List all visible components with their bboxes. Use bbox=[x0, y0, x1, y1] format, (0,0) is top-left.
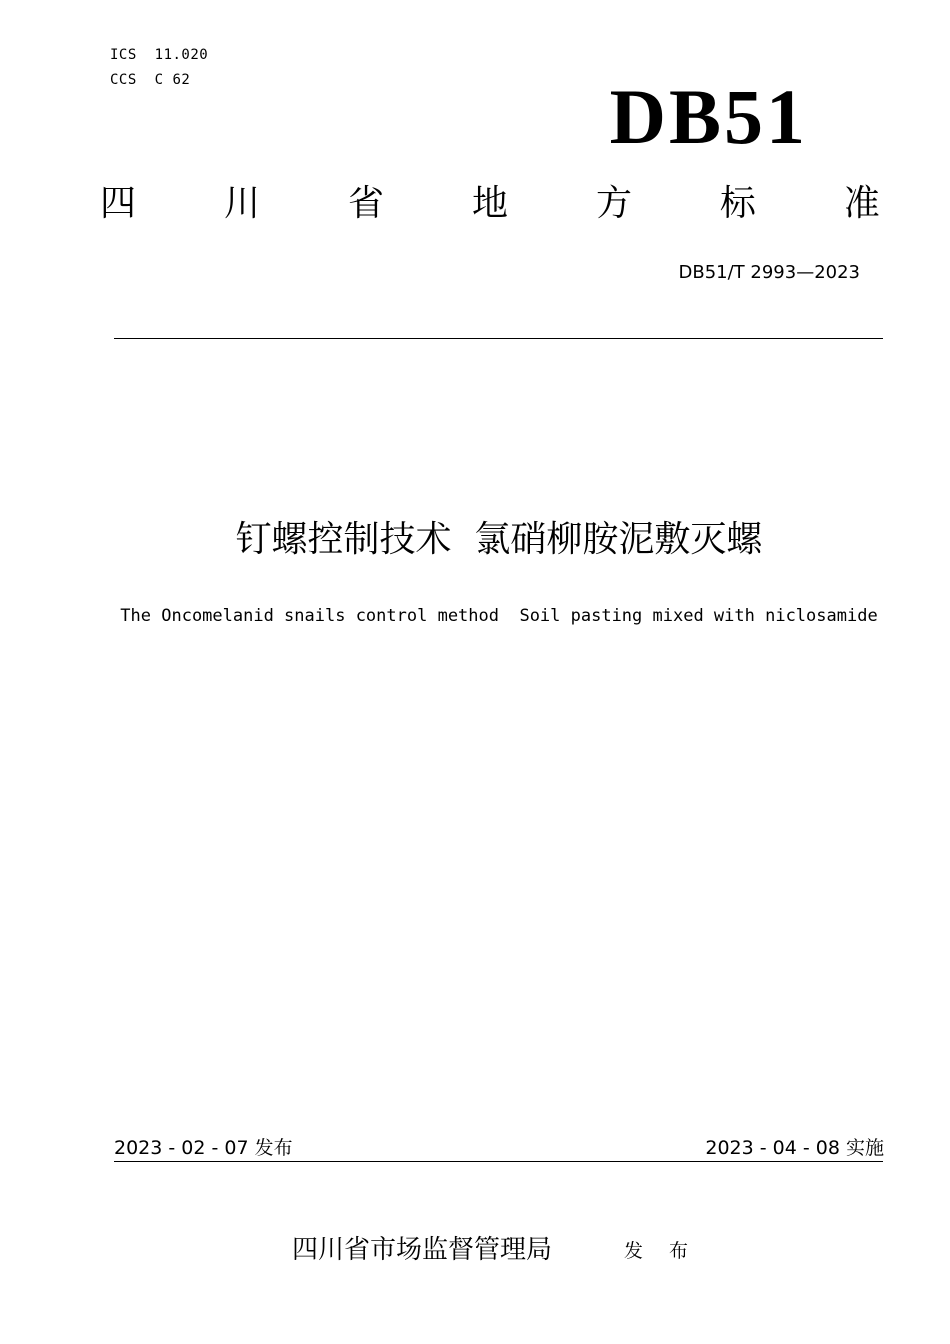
standard-type-char: 地 bbox=[471, 183, 508, 224]
ccs-code: CCS C 62 bbox=[110, 72, 191, 88]
top-divider bbox=[114, 338, 883, 339]
db51-logo: DB51 bbox=[609, 73, 808, 160]
standard-type-char: 川 bbox=[223, 183, 260, 224]
standard-type-char: 省 bbox=[347, 183, 384, 224]
ics-code: ICS 11.020 bbox=[110, 47, 209, 63]
implementation-date: 2023 - 04 - 08 实施 bbox=[705, 1137, 884, 1159]
standard-type-char: 方 bbox=[595, 183, 632, 224]
publish-label: 发 布 bbox=[624, 1240, 699, 1262]
publisher-name: 四川省市场监督管理局 bbox=[292, 1235, 553, 1265]
standard-type-char: 四 bbox=[100, 183, 137, 224]
bottom-divider bbox=[114, 1161, 883, 1162]
title-chinese: 钉螺控制技术 氯硝柳胺泥敷灭螺 bbox=[235, 519, 763, 560]
standard-type-char: 标 bbox=[719, 183, 756, 224]
standard-type-char: 准 bbox=[843, 183, 880, 224]
standard-type-heading bbox=[100, 182, 880, 225]
standard-number: DB51/T 2993—2023 bbox=[678, 262, 860, 283]
title-english: The Oncomelanid snails control method Soil pasting mixed with niclosamide bbox=[120, 606, 878, 626]
publication-date: 2023 - 02 - 07 发布 bbox=[114, 1137, 293, 1159]
